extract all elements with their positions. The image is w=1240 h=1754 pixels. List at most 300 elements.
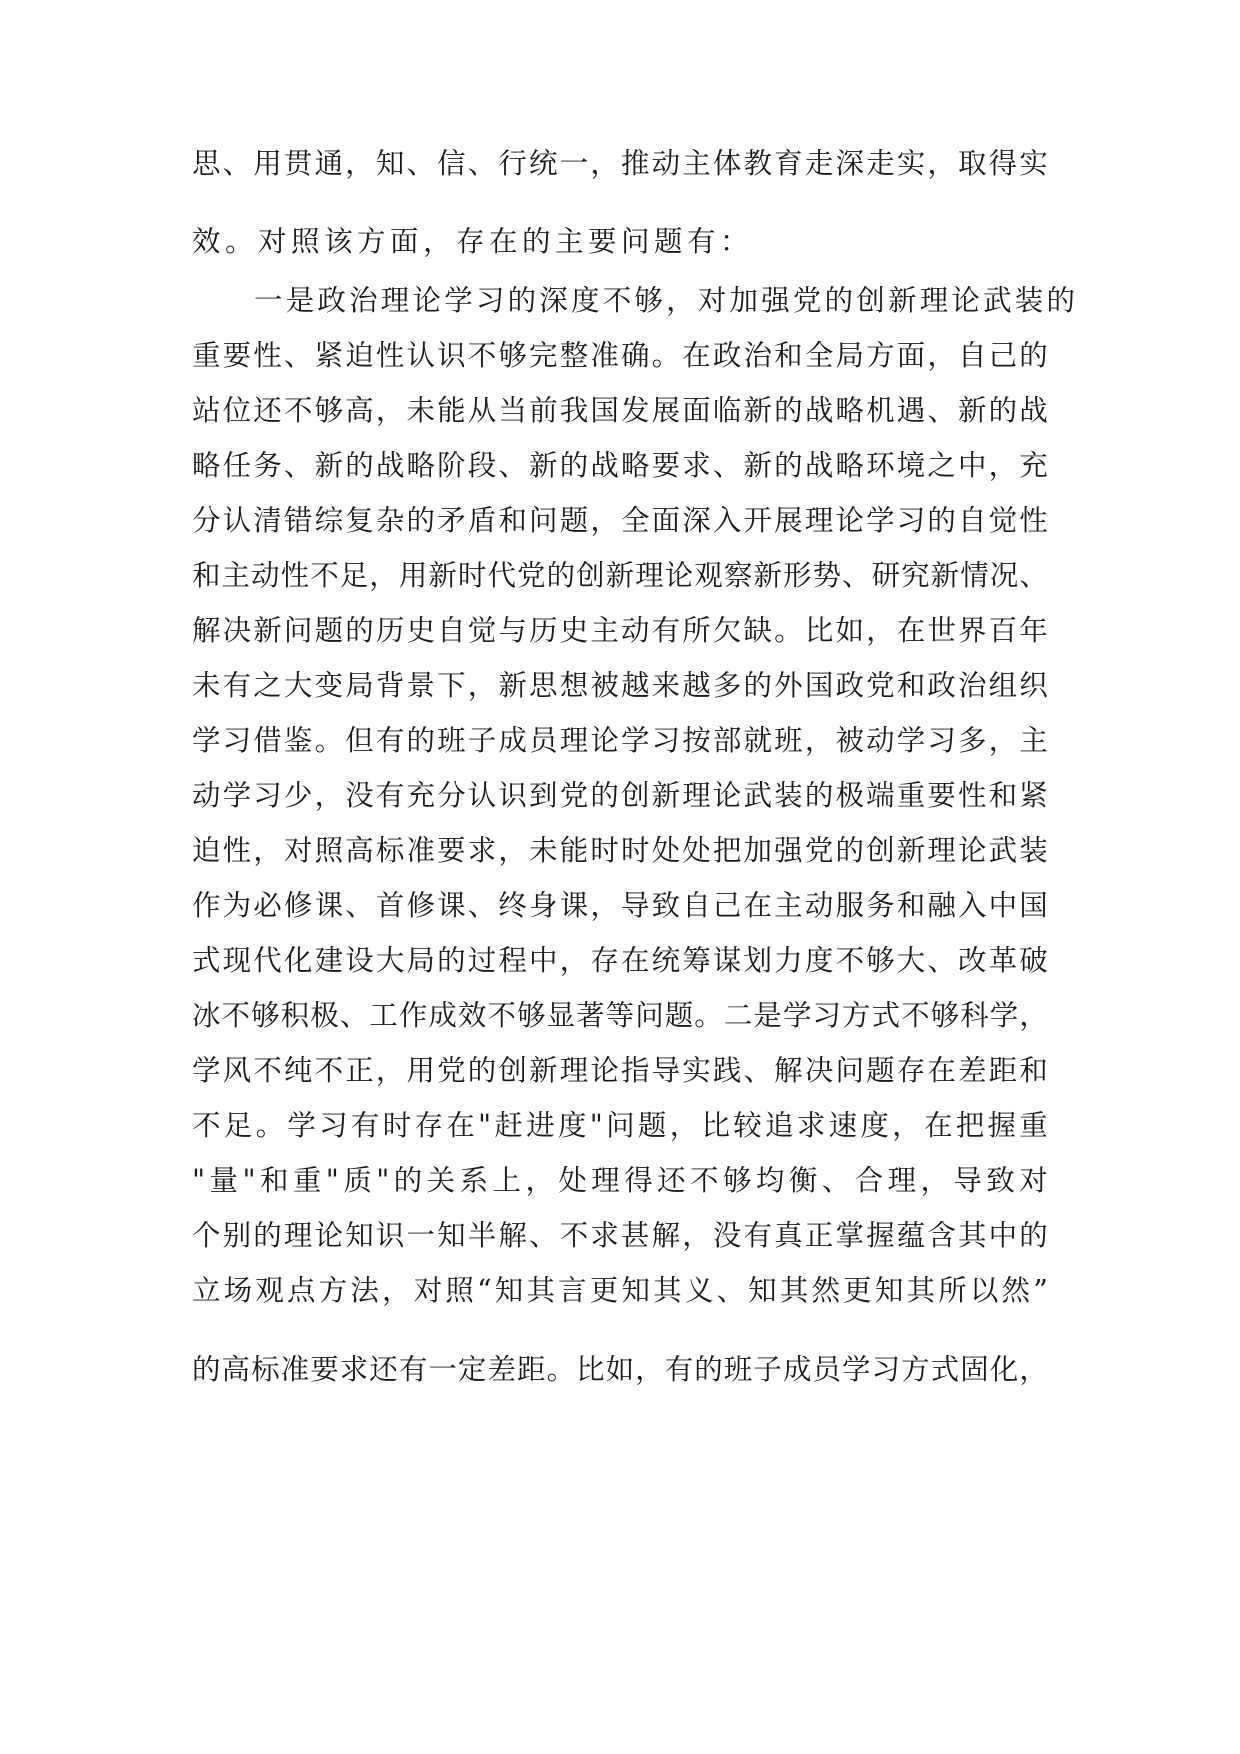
text-char: 面	[682, 394, 711, 427]
text-char: 新	[498, 669, 527, 702]
text-char: 战	[590, 449, 619, 482]
text-char: 大	[896, 944, 926, 977]
text-line	[192, 1352, 1048, 1388]
text-char: 性	[375, 339, 405, 372]
text-char: 复	[345, 504, 374, 537]
text-char: 统	[651, 944, 681, 977]
text-char: 其	[958, 1219, 987, 1252]
text-char: 的	[804, 779, 834, 812]
text-char: 有	[651, 614, 681, 647]
text-char: 政	[835, 669, 864, 702]
text-char: 和	[192, 559, 221, 592]
text-char: ，	[498, 834, 527, 867]
text-char: 治	[958, 669, 987, 702]
text-char: 不	[221, 999, 251, 1032]
text-char: 世	[927, 614, 956, 647]
text-char: 习	[253, 779, 282, 812]
text-char: 握	[987, 1109, 1017, 1142]
text-char: 。	[774, 614, 803, 647]
text-char: 的	[393, 1164, 423, 1197]
text-char: 观	[694, 559, 723, 592]
text-char: 握	[866, 1219, 895, 1252]
text-char: 要	[310, 1353, 339, 1386]
text-char: 、	[842, 559, 871, 592]
text-char: 装	[1019, 834, 1048, 867]
text-char: ，	[559, 944, 589, 977]
text-char: 分	[192, 504, 221, 537]
text-char: 越	[682, 669, 711, 702]
text-char: 整	[559, 339, 589, 372]
text-char: 以	[969, 1274, 999, 1307]
text-char: 党	[866, 669, 895, 702]
text-char: 借	[253, 724, 282, 757]
text-char: 工	[369, 999, 398, 1032]
text-line	[192, 1163, 1048, 1199]
text-char: 的	[835, 834, 864, 867]
text-char: 所	[682, 614, 711, 647]
text-char: 标	[375, 834, 405, 867]
text-char: 越	[620, 669, 650, 702]
text-char: 甚	[620, 1219, 650, 1252]
text-char: 重	[896, 779, 926, 812]
text-char: 自	[437, 614, 466, 647]
text-char: 背	[375, 669, 405, 702]
text-char: 新	[314, 449, 344, 482]
text-char: 景	[406, 669, 435, 702]
text-char: ，	[467, 669, 497, 702]
text-char: 政	[927, 669, 956, 702]
text-char: 问	[283, 614, 313, 647]
text-char: ，	[635, 1353, 664, 1386]
text-char: 不	[253, 1054, 282, 1087]
text-char: 站	[192, 394, 221, 427]
text-char: 学	[782, 999, 812, 1032]
text-char: 革	[988, 944, 1018, 977]
text-char: ，	[1019, 1353, 1048, 1386]
text-char: 不	[283, 394, 313, 427]
text-char: 解	[651, 1219, 681, 1252]
text-char: 衡	[788, 1164, 818, 1197]
text-line	[192, 778, 1048, 814]
text-char: 改	[958, 944, 987, 977]
text-char: 知	[494, 1274, 524, 1307]
text-char: 中	[958, 449, 987, 482]
text-char: 新	[743, 394, 773, 427]
text-char: 分	[437, 779, 466, 812]
text-char: 、	[1019, 559, 1048, 592]
text-char: 建	[314, 944, 344, 977]
text-char: 被	[590, 669, 619, 702]
text-char: ，	[590, 889, 619, 922]
text-char: 化	[283, 944, 313, 977]
text-char: 在	[927, 1054, 956, 1087]
text-char: 略	[835, 394, 864, 427]
text-char: 、	[283, 339, 313, 372]
text-char: 、	[498, 449, 527, 482]
text-char: 当	[498, 394, 527, 427]
text-char: 部	[712, 724, 742, 757]
text-char: 践	[712, 1054, 742, 1087]
text-char: 方	[866, 339, 895, 372]
text-char: 、	[345, 889, 374, 922]
text-char: 班	[723, 1353, 753, 1386]
text-char: 况	[989, 559, 1019, 592]
text-char: 学	[989, 999, 1019, 1032]
text-char: 段	[467, 449, 497, 482]
text-char: 、	[716, 1274, 745, 1307]
text-char: 追	[765, 1109, 794, 1142]
text-char: 著	[576, 999, 605, 1032]
text-char: 问	[606, 1109, 635, 1142]
text-char: 上	[492, 1164, 522, 1197]
text-char: 己	[988, 339, 1018, 372]
text-char: 题	[637, 1109, 667, 1142]
text-char: 积	[280, 999, 310, 1032]
text-char: 过	[467, 944, 497, 977]
text-char: 主	[682, 147, 711, 180]
text-char: 够	[498, 339, 527, 372]
text-char: 略	[620, 449, 650, 482]
text-char: 加	[743, 834, 773, 867]
text-char: 新	[743, 449, 773, 482]
text-char: 、	[406, 147, 435, 180]
text-char: 思	[192, 147, 221, 180]
text-char: 问	[835, 1054, 864, 1087]
text-char: 多	[712, 669, 742, 702]
text-line	[192, 1108, 1048, 1144]
text-char: 开	[743, 504, 773, 537]
text-line	[192, 393, 1048, 429]
text-char: 时	[590, 834, 619, 867]
text-char: 新	[605, 559, 635, 592]
text-char: 含	[927, 1219, 956, 1252]
text-char: 量	[209, 1164, 239, 1197]
text-char: 等	[605, 999, 635, 1032]
text-char: 义	[684, 1274, 714, 1307]
text-char: 的	[406, 504, 435, 537]
text-char: 把	[955, 1109, 985, 1142]
text-char: 习	[927, 724, 956, 757]
text-char: 欠	[712, 614, 742, 647]
text-char: 没	[712, 1219, 742, 1252]
text-char: 的	[590, 779, 619, 812]
text-char: 度	[860, 1109, 889, 1142]
text-char: 在	[896, 614, 926, 647]
text-char: 性	[1019, 504, 1048, 537]
text-char: 导	[620, 889, 650, 922]
text-char: 按	[682, 724, 711, 757]
text-char: 是	[753, 999, 782, 1032]
text-char: 。	[694, 999, 723, 1032]
text-char: 处	[651, 834, 681, 867]
text-char: 速	[828, 1109, 858, 1142]
text-char: 党	[437, 1054, 466, 1087]
text-char: 有	[664, 1353, 694, 1386]
text-char: 究	[901, 559, 930, 592]
text-char: 新	[896, 834, 926, 867]
text-char: 致	[986, 1164, 1015, 1197]
text-char: 言	[558, 1274, 587, 1307]
text-char: 就	[743, 724, 773, 757]
text-char: 一	[406, 1219, 435, 1252]
text-char: 要	[437, 834, 466, 867]
text-char: 致	[651, 889, 681, 922]
text-char: 知	[345, 1219, 374, 1252]
text-char: 务	[866, 889, 895, 922]
text-char: 从	[467, 394, 497, 427]
text-char: 成	[428, 999, 457, 1032]
text-char: 的	[988, 394, 1018, 427]
text-char: 党	[517, 559, 546, 592]
text-char: 有	[398, 1353, 428, 1386]
text-char: 高	[345, 394, 374, 427]
text-char: 存	[896, 1054, 926, 1087]
text-char: 员	[812, 1353, 841, 1386]
text-char: 为	[222, 889, 252, 922]
text-char: 其	[653, 1274, 682, 1307]
text-char: 教	[743, 147, 773, 180]
text-char: 未	[406, 394, 435, 427]
text-char: 式	[192, 944, 221, 977]
text-char: 代	[253, 944, 282, 977]
text-char: 。	[651, 339, 681, 372]
text-char: 体	[712, 147, 742, 180]
text-char: 主	[1019, 724, 1048, 757]
text-char: 知	[748, 1274, 777, 1307]
text-char: 理	[559, 1054, 589, 1087]
text-char: 对	[1019, 1164, 1048, 1197]
text-char: 不	[467, 339, 497, 372]
text-char: 的	[694, 1353, 723, 1386]
text-char: 能	[559, 834, 589, 867]
text-char: ，	[375, 1054, 405, 1087]
text-char: 创	[866, 834, 895, 867]
text-char: 变	[314, 669, 344, 702]
text-char: 用	[406, 1054, 435, 1087]
text-char: 深	[835, 147, 864, 180]
text-char: 的	[345, 614, 374, 647]
text-char: 、	[283, 449, 313, 482]
text-char: ，	[345, 147, 374, 180]
text-char: 的	[406, 724, 435, 757]
text-char: 动	[866, 724, 895, 757]
text-char: 临	[712, 394, 742, 427]
text-char: 的	[253, 1219, 282, 1252]
text-char: ，	[988, 724, 1018, 757]
text-char: 求	[339, 1353, 369, 1386]
text-char: ，	[253, 834, 282, 867]
text-char: 定	[457, 1353, 487, 1386]
text-char: 理	[927, 834, 956, 867]
text-char: 科	[960, 999, 989, 1032]
text-char: 国	[1019, 889, 1048, 922]
text-char: 任	[222, 449, 252, 482]
text-char: 固	[960, 1353, 989, 1386]
text-char: 子	[467, 724, 497, 757]
text-char: 新	[753, 559, 782, 592]
text-char: 题	[866, 1054, 895, 1087]
text-char: 新	[529, 449, 558, 482]
text-char: 如	[835, 614, 864, 647]
text-char: 识	[437, 339, 466, 372]
text-char: 更	[589, 1274, 619, 1307]
text-char: ，	[920, 1164, 950, 1197]
text-char: 实	[682, 1054, 711, 1087]
text-char: 准	[406, 834, 435, 867]
text-char: 有	[222, 669, 252, 702]
text-char: 入	[958, 889, 987, 922]
text-char: 鉴	[283, 724, 313, 757]
text-char: 对	[283, 834, 313, 867]
text-char: 通	[314, 147, 344, 180]
text-char: 蕴	[896, 1219, 926, 1252]
text-char: 代	[487, 559, 516, 592]
text-char: 筹	[682, 944, 711, 977]
text-char: 不	[192, 1109, 221, 1142]
text-char: 知	[375, 147, 405, 180]
text-char: 新	[958, 394, 987, 427]
text-char: 学	[620, 724, 650, 757]
text-char: 情	[960, 559, 989, 592]
text-char: 贯	[283, 147, 313, 180]
text-char: 设	[345, 944, 374, 977]
text-char: 较	[733, 1109, 762, 1142]
text-char: 够	[251, 999, 280, 1032]
text-char: 一	[428, 1353, 457, 1386]
text-char: 进	[526, 1109, 555, 1142]
text-char: 和	[896, 669, 926, 702]
text-char: 还	[657, 1164, 686, 1197]
text-char: 习	[222, 724, 252, 757]
text-char: 和	[498, 504, 527, 537]
text-line	[192, 1218, 1048, 1254]
text-char: 认	[467, 779, 497, 812]
text-char: 、	[222, 147, 252, 180]
text-char: 准	[590, 339, 619, 372]
text-char: 入	[712, 504, 742, 537]
text-char: 导	[651, 1054, 681, 1087]
text-char: 研	[871, 559, 901, 592]
text-char: 的	[437, 944, 466, 977]
text-char: 合	[854, 1164, 884, 1197]
text-char: 主	[774, 889, 803, 922]
text-char: 历	[375, 614, 405, 647]
text-char: 习	[812, 999, 841, 1032]
text-char: 照	[445, 1274, 474, 1307]
text-char: 时	[457, 559, 487, 592]
text-char: 性	[253, 339, 282, 372]
text-char: 风	[222, 1054, 252, 1087]
text-char: 在	[743, 889, 773, 922]
text-char: ，	[382, 1274, 411, 1307]
text-char: 理	[635, 559, 664, 592]
text-char: 战	[375, 449, 405, 482]
paragraph-first-line: 一是政治理论学习的深度不够，对加强党的创新理论武装的	[254, 284, 1079, 317]
text-char: 照	[314, 834, 344, 867]
text-char: 识	[498, 779, 527, 812]
text-char: 端	[866, 779, 895, 812]
text-char: 问	[529, 504, 558, 537]
text-char: 位	[222, 394, 252, 427]
text-char: 理	[804, 504, 834, 537]
text-char: "	[478, 1109, 492, 1142]
text-char: 真	[774, 1219, 803, 1252]
text-char: 论	[664, 559, 694, 592]
text-char: 赶	[494, 1109, 523, 1142]
text-char: 知	[437, 1219, 466, 1252]
text-char: 动	[251, 559, 280, 592]
text-char: 纯	[283, 1054, 313, 1087]
text-char: 够	[517, 999, 546, 1032]
text-char: 不	[314, 1054, 344, 1087]
text-line	[192, 558, 1048, 594]
text-char: ，	[988, 449, 1018, 482]
text-char: 但	[345, 724, 374, 757]
text-char: 下	[437, 669, 466, 702]
text-char: 界	[958, 614, 987, 647]
text-char: 、	[467, 889, 497, 922]
text-line	[192, 998, 1048, 1034]
text-char: 局	[835, 339, 864, 372]
text-char: ”	[1033, 1274, 1048, 1307]
text-line	[192, 723, 1048, 759]
text-char: 和	[988, 779, 1018, 812]
text-char: 充	[406, 779, 435, 812]
text-char: 够	[866, 944, 895, 977]
text-char: 缺	[743, 614, 773, 647]
text-char: 、	[467, 147, 497, 180]
text-char: 识	[375, 1219, 405, 1252]
text-char: 够	[314, 394, 344, 427]
text-char: 发	[620, 394, 650, 427]
text-char: 的	[927, 504, 956, 537]
text-char: 深	[682, 504, 711, 537]
text-char: 党	[559, 779, 589, 812]
text-char: 距	[517, 1353, 546, 1386]
text-char: 思	[529, 669, 558, 702]
text-char: 少	[283, 779, 313, 812]
text-char: 所	[938, 1274, 967, 1307]
text-line	[192, 448, 1048, 484]
text-char: 环	[866, 449, 895, 482]
text-char: 作	[398, 999, 428, 1032]
text-char: 创	[620, 779, 650, 812]
text-char: 与	[498, 614, 527, 647]
text-char: 习	[319, 1109, 348, 1142]
text-char: 程	[498, 944, 527, 977]
text-char: 走	[804, 147, 834, 180]
text-char: 学	[287, 1109, 316, 1142]
text-char: 修	[406, 889, 435, 922]
text-char: 比	[804, 614, 834, 647]
text-char: 中	[988, 889, 1018, 922]
text-char: 课	[559, 889, 589, 922]
text-char: "	[589, 1109, 603, 1142]
text-char: 点	[287, 1274, 316, 1307]
text-char: 高	[345, 834, 374, 867]
text-char: "	[242, 1164, 256, 1197]
text-char: 方	[318, 1274, 348, 1307]
text-char: 、	[821, 1164, 851, 1197]
text-char: 课	[314, 889, 344, 922]
text-char: 、	[529, 1219, 558, 1252]
text-char: 的	[192, 1353, 221, 1386]
text-char: 己	[712, 889, 742, 922]
text-char: 的	[467, 1054, 497, 1087]
text-char: 。	[546, 1353, 576, 1386]
text-char: 确	[620, 339, 650, 372]
text-char: 习	[651, 724, 681, 757]
